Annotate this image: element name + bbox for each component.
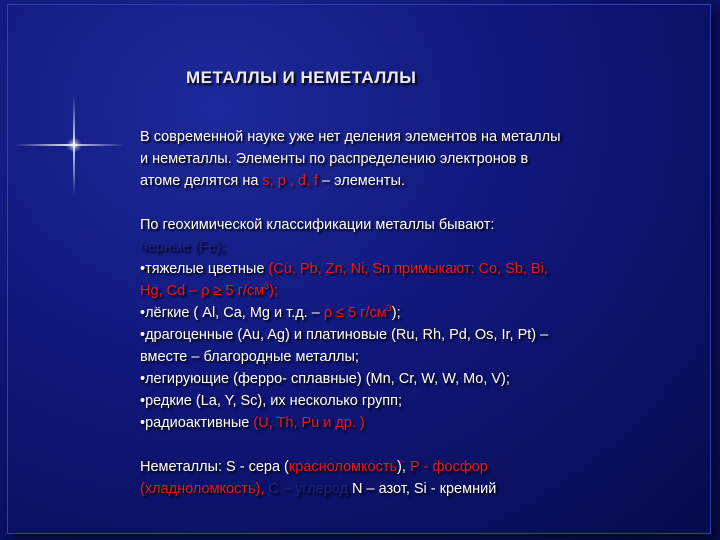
nonmetals-line-2 (140, 478, 680, 500)
phosphorus-label: Р - фосфор (409, 459, 488, 475)
light-metals-end: ); (391, 305, 401, 321)
intro-line-2: и неметаллы. Элементы по распределению электронов в (140, 151, 529, 167)
nonmetals-prefix: Неметаллы: S - сера ( (140, 459, 289, 475)
radioactive-metals-item (140, 412, 680, 434)
precious-metals-item-cont: вместе – благородные металлы; (140, 349, 359, 365)
heavy-metals-item (140, 258, 680, 280)
carbon-label: С – углерод (268, 481, 349, 497)
precious-metals-item: •драгоценные (Au, Ag) и платиновые (Ru, Rh, Pd, Os, Ir, Pt) – (140, 327, 549, 343)
radioactive-list: (U, Th, Pu и др. ) (253, 415, 365, 431)
silicon-label: Si - кремний (413, 481, 497, 497)
radioactive-label: •радиоактивные (140, 415, 254, 431)
heavy-metals-density-end: ); (269, 283, 279, 299)
alloying-metals-item: •легирующие (ферро- сплавные) (Mn, Cr, W, W, Mo, V); (140, 371, 510, 387)
intro-line-3-prefix: атоме делятся на (140, 173, 263, 189)
spacer (140, 192, 680, 214)
nitrogen-label: N – азот (352, 481, 406, 497)
heavy-metals-density (140, 280, 680, 302)
rare-metals-item: •редкие (La, Y, Sc), их несколько групп; (140, 393, 403, 409)
heavy-metals-label: •тяжелые цветные (140, 261, 269, 277)
heavy-metals-density-sup: 3 (264, 281, 270, 292)
classification-heading: По геохимической классификации металлы бывают: (140, 217, 495, 233)
heavy-metals-density-text: Hg, Cd – ρ ≥ 5 г/см (140, 283, 265, 299)
nonmetals-line-1 (140, 456, 680, 478)
light-metals-label: •лёгкие ( Al, Ca, Mg и т.д. – (140, 305, 324, 321)
light-metals-item (140, 302, 680, 324)
slide-body (140, 126, 680, 500)
intro-line-3 (140, 170, 680, 192)
intro-line-3-suffix: – элементы. (318, 173, 405, 189)
spacer (140, 434, 680, 456)
phosphorus-property: хладноломкость (144, 481, 256, 497)
black-metals-item: черные (Fe); (140, 239, 225, 255)
nonmetals-mid: ), (397, 459, 410, 475)
slide-title: МЕТАЛЛЫ И НЕМЕТАЛЛЫ (186, 68, 417, 87)
nonmetals-comma: , (405, 481, 414, 497)
light-metals-density: ρ ≤ 5 г/см (323, 305, 387, 321)
phosphorus-close: ), (255, 481, 269, 497)
electron-groups: s, p , d, f (262, 173, 319, 189)
light-metals-density-sup: 3 (386, 303, 392, 314)
heavy-metals-list: (Cu, Pb, Zn, Ni, Sn примыкают: Co, Sb, Bi, (268, 261, 548, 277)
intro-line-1: В современной науке уже нет деления элементов на металлы (140, 129, 561, 145)
light-flare-glow (66, 138, 82, 152)
sulfur-property: красноломкость (288, 459, 398, 475)
phosphorus-open: ( (140, 481, 145, 497)
